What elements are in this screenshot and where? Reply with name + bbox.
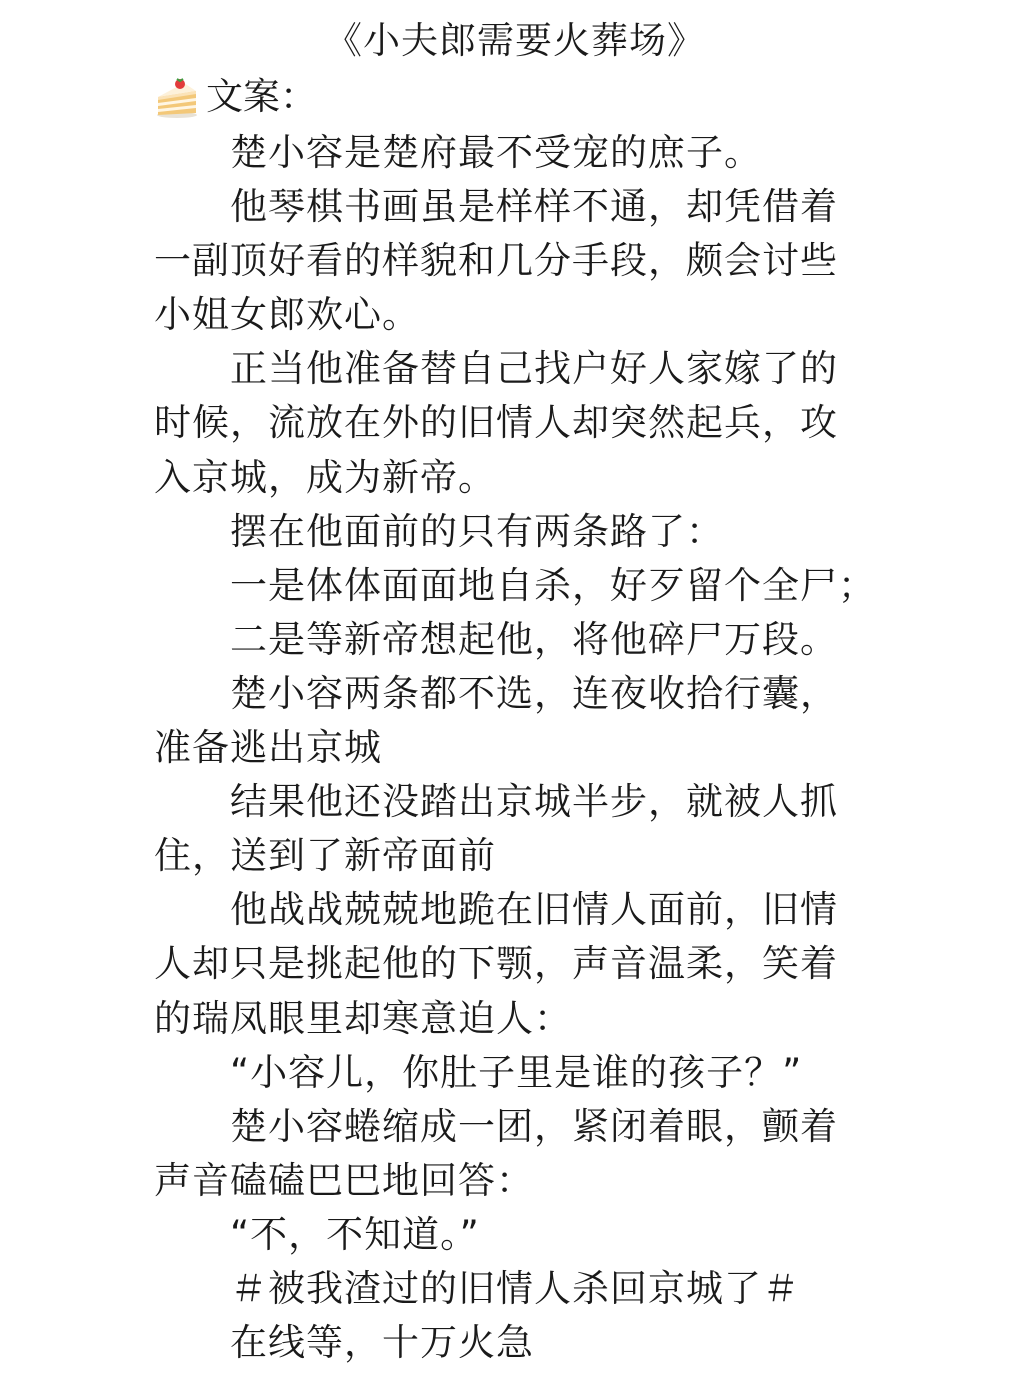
- document-title: 《小夫郎需要火葬场》: [325, 19, 705, 62]
- text-line: 小姐女郎欢心。: [154, 293, 420, 337]
- text-line: “小容儿，你肚子里是谁的孩子？”: [230, 1050, 803, 1094]
- heading-label: 文案：: [206, 75, 317, 118]
- text-line: 正当他准备替自己找户好人家嫁了的: [230, 347, 838, 391]
- text-line: 时候，流放在外的旧情人却突然起兵，攻: [154, 401, 838, 445]
- text-line: 二是等新帝想起他，将他碎尸万段。: [230, 617, 838, 661]
- text-line: 楚小容两条都不选，连夜收拾行囊，: [230, 671, 838, 715]
- text-line: 一副顶好看的样貌和几分手段，颇会讨些: [154, 239, 838, 283]
- text-line: 结果他还没踏出京城半步，就被人抓: [230, 780, 838, 824]
- text-line: 人却只是挑起他的下颚，声音温柔，笑着: [154, 942, 838, 986]
- text-line: 在线等，十万火急: [230, 1321, 534, 1365]
- text-line: 他琴棋书画虽是样样不通，却凭借着: [230, 185, 838, 229]
- text-line: 准备逃出京城: [154, 726, 382, 770]
- text-line: 入京城，成为新帝。: [154, 455, 496, 499]
- text-line: 摆在他面前的只有两条路了：: [230, 509, 724, 553]
- document-body: [154, 126, 874, 1370]
- text-line: 一是体体面面地自杀，好歹留个全尸；: [230, 563, 876, 607]
- text-line: 他战战兢兢地跪在旧情人面前，旧情: [230, 888, 838, 932]
- text-line: 住，送到了新帝面前: [154, 834, 496, 878]
- text-line: 楚小容是楚府最不受宠的庶子。: [230, 131, 762, 174]
- text-line: “不，不知道。”: [230, 1212, 480, 1256]
- text-line: 声音磕磕巴巴地回答：: [154, 1158, 534, 1202]
- cake-slice-icon: [154, 75, 200, 119]
- section-heading: [154, 70, 317, 124]
- text-line: ＃被我渣过的旧情人杀回京城了＃: [230, 1266, 800, 1310]
- text-line: 的瑞凤眼里却寒意迫人：: [154, 996, 572, 1040]
- text-line: 楚小容蜷缩成一团，紧闭着眼，颤着: [230, 1104, 838, 1148]
